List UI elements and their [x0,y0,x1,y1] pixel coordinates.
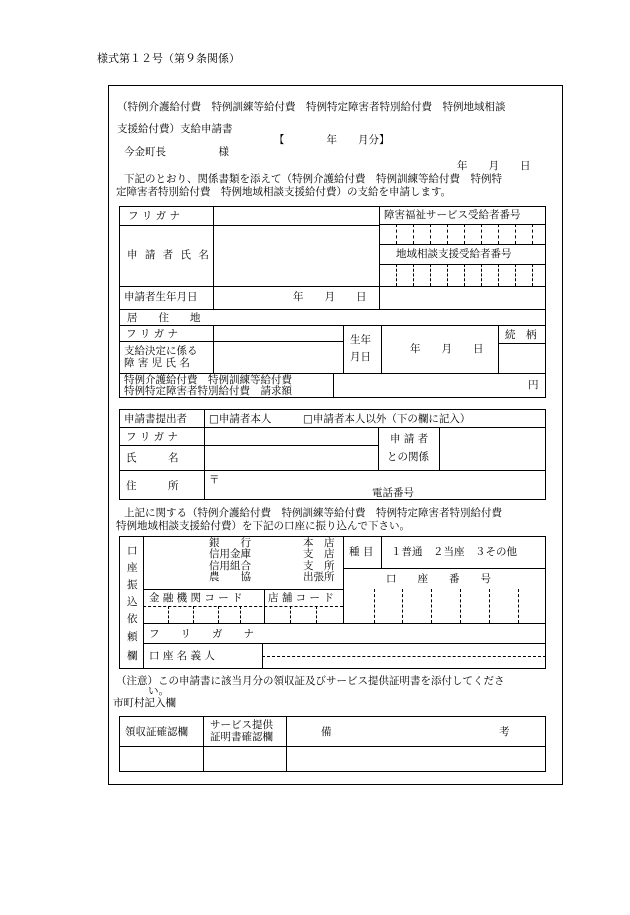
applicant-name-label: 申 請 者 氏 名 [127,249,211,261]
service-cert-label-1: サービス提供 [210,719,273,731]
intro-text-line2: 定障害者特別給付費 特例地域相談支援給付費）の支給を申請します。 [116,186,452,198]
submitter-option-self[interactable]: □申請者本人 [209,413,272,425]
applicant-furigana-label: フ リ ガ ナ [128,210,181,222]
holder-furigana-label: フ リ ガ ナ [149,628,254,640]
yen-unit: 円 [528,379,539,391]
inst-type-nokyo: 農 協 [209,571,251,583]
submitter-address-label: 住 所 [126,480,179,492]
child-name-label-2: 障 害 児 氏 名 [124,357,190,369]
submitter-furigana-label: フ リ ガ ナ [126,431,179,443]
inst-type-bank: 銀 行 [209,537,251,549]
remarks-label-2: 考 [499,726,510,738]
account-holder-label: 口 座 名 義 人 [149,650,215,662]
child-birth-label-1: 生年 [350,334,371,346]
child-furigana-label: フ リ ガ ナ [126,328,179,340]
inst-type-shinkin: 信用金庫 [209,548,251,560]
form-title-line1: （特例介護給付費 特例訓練等給付費 特例特定障害者特別給付費 特例地域相談 [117,101,506,113]
claim-label-1: 特例介護給付費 特例訓練等給付費 [124,374,292,386]
transfer-text-line1: 上記に関する（特例介護給付費 特例訓練等給付費 特例特定障害者特別給付費 [124,507,502,519]
relation-to-applicant-2: との関係 [387,451,429,463]
submitter-name-label: 氏 名 [126,452,179,464]
child-birth-label-2: 月日 [350,351,371,363]
account-number-label: 口 座 番 号 [386,573,491,585]
remarks-label-1: 備 [321,726,332,738]
municipal-table [119,716,546,772]
child-birth-value: 年 月 日 [410,343,484,355]
welfare-number-label: 障害福祉サービス受給者番号 [384,209,521,221]
form-number: 様式第１２号（第９条関係） [97,52,240,65]
bank-side-char-3: 振 [127,579,138,591]
submitter-label: 申請書提出者 [124,413,187,425]
account-type-options[interactable]: １普通 ２当座 ３その他 [391,546,517,558]
community-number-label: 地域相談支援受給者番号 [396,248,512,260]
branch-type-desk: 出張所 [303,571,335,583]
branch-type-office: 支 所 [303,560,335,572]
service-cert-label-2: 証明書確認欄 [210,731,273,743]
transfer-text-line2: 特例地域相談支援給付費）を下記の口座に振り込んで下さい。 [116,520,410,532]
bank-side-char-2: 座 [127,562,138,574]
bank-side-char-6: 頼 [127,631,138,643]
inst-code-label: 金 融 機 関 コ ー ド [149,592,243,604]
form-title-line2: 支援給付費）支給申請書 [117,123,233,135]
account-type-label: 種 目 [349,546,374,558]
relation-to-applicant-1: 申 請 者 [390,433,429,445]
bank-side-char-4: 込 [127,596,138,608]
inst-type-kumiai: 信用組合 [209,560,251,572]
child-name-label-1: 支給決定に係る [124,345,198,357]
period-field: 【 年 月分】 [274,134,390,146]
applicant-birth-label: 申請者生年月日 [124,291,198,303]
residence-label: 居 住 地 [127,312,201,324]
branch-type-branch: 支 店 [303,548,335,560]
branch-type-head: 本 店 [303,537,335,549]
municipal-section-label: 市町村記入欄 [113,697,176,709]
phone-label: 電話番号 [372,487,414,499]
receipt-check-label: 領収証確認欄 [125,726,188,738]
addressee: 今金町長 様 [124,146,229,158]
intro-text-line1: 下記のとおり、関係書類を添えて（特例介護給付費 特例訓練等給付費 特例特 [124,173,502,185]
branch-code-label: 店 舗 コ ー ド [268,592,334,604]
relation-label: 続 柄 [505,329,537,341]
claim-label-2: 特例特定障害者特別給付費 請求額 [124,385,292,397]
date-line: 年 月 日 [457,160,531,172]
bank-side-char-1: 口 [127,545,138,557]
note-line2: い。 [148,685,169,697]
postal-mark: 〒 [209,474,220,486]
bank-side-char-5: 依 [127,613,138,625]
note-line1: （注意）この申請書に該当月分の領収証及びサービス提供証明書を添付してくださ [116,675,505,687]
applicant-birth-value: 年 月 日 [293,291,367,303]
bank-side-char-7: 欄 [127,650,138,662]
submitter-option-other[interactable]: □申請者本人以外（下の欄に記入） [303,413,471,425]
